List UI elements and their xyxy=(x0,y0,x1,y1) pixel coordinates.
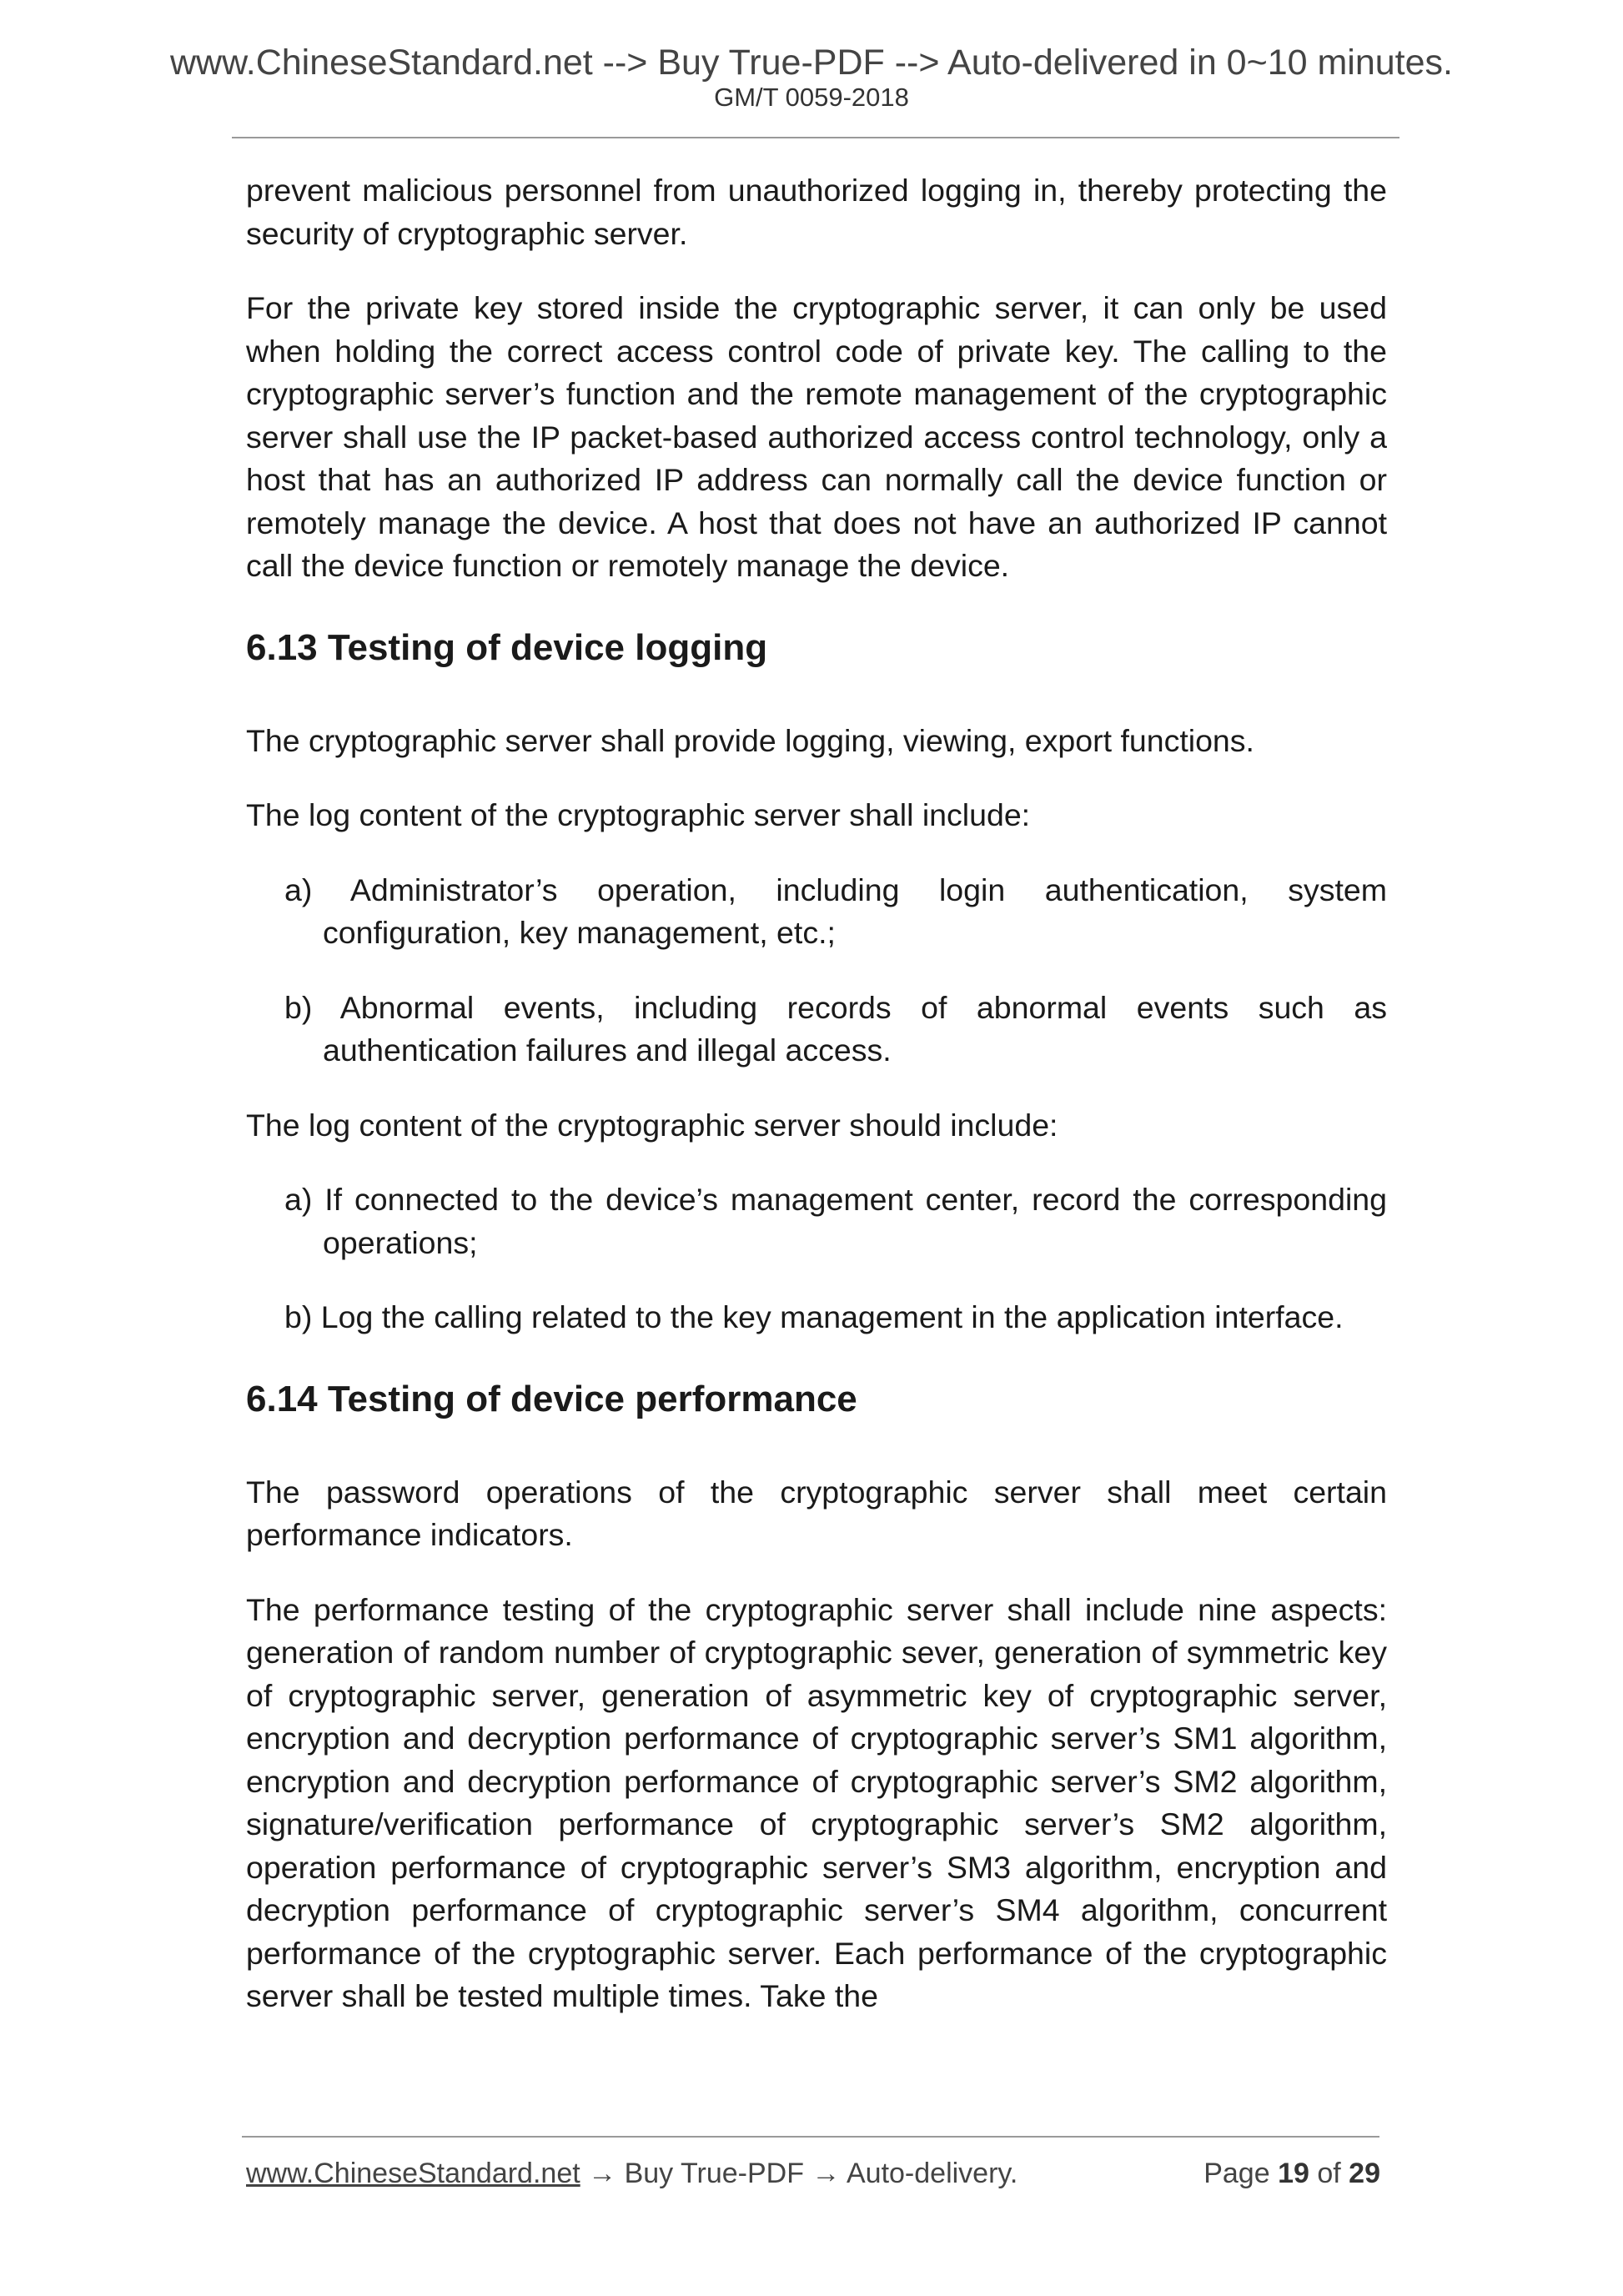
page-footer xyxy=(246,2158,1380,2190)
section-heading-6-13: 6.13 Testing of device logging xyxy=(246,626,768,668)
site-link[interactable]: www.ChineseStandard.net xyxy=(246,2158,580,2189)
list-item: a) If connected to the device’s management center, record the corresponding operations; xyxy=(284,1182,1387,1260)
paragraph: The password operations of the cryptographic server shall meet certain performance indicators. xyxy=(246,1474,1387,1552)
document-code: GM/T 0059-2018 xyxy=(714,83,909,112)
paragraph: The cryptographic server shall provide logging, viewing, export functions. xyxy=(246,722,1254,758)
paragraph: The log content of the cryptographic server should include: xyxy=(246,1107,1058,1143)
top-banner: www.ChineseStandard.net --> Buy True-PDF --> Auto-delivered in 0~10 minutes. xyxy=(169,43,1453,83)
footer-divider xyxy=(242,2136,1379,2138)
section-heading-6-14: 6.14 Testing of device performance xyxy=(246,1378,857,1419)
paragraph: For the private key stored inside the cryptographic server, it can only be used when holding the correct access control code of private key. The calling to the cryptographic server’s function and the remote management of the cryptographic server shall use the IP packet-based authorized access control technology, only a host that has an authorized IP address can normally call the device function or remotely manage the device. A host that does not have an authorized IP cannot call the device function or remotely manage the device. xyxy=(246,290,1387,583)
page-number: Page 19 of 29 xyxy=(1203,2158,1380,2189)
document-body xyxy=(246,169,1387,2050)
footer-text: → Buy True-PDF → Auto-delivery. xyxy=(580,2158,1018,2189)
list-item: b) Log the calling related to the key management in the application interface. xyxy=(284,1299,1344,1334)
paragraph: The performance testing of the cryptographic server shall include nine aspects: generation of random number of cryptographic sever, generation of symmetric key of cryptographic server, generation of asymmetric key of cryptographic server, encryption and decryption performance of cryptographic server’s SM1 algorithm, encryption and decryption performance of cryptographic server’s SM2 algorithm, signature/verification performance of cryptographic server’s SM2 algorithm, operation performance of cryptographic server’s SM3 algorithm, encryption and decryption performance of cryptographic server’s SM4 algorithm, concurrent performance of the cryptographic server. Each performance of the cryptographic server shall be tested multiple times. Take the xyxy=(246,1591,1387,2013)
footer-left xyxy=(246,2158,1018,2190)
paragraph: The log content of the cryptographic server shall include: xyxy=(246,797,1031,832)
paragraph: prevent malicious personnel from unauthorized logging in, thereby protecting the security of cryptographic server. xyxy=(246,173,1387,251)
list-item: a) Administrator’s operation, including login authentication, system configuration, key management, etc.; xyxy=(284,872,1387,950)
list-item: b) Abnormal events, including records of abnormal events such as authentication failures and illegal access. xyxy=(284,989,1387,1068)
header-divider xyxy=(232,137,1399,138)
